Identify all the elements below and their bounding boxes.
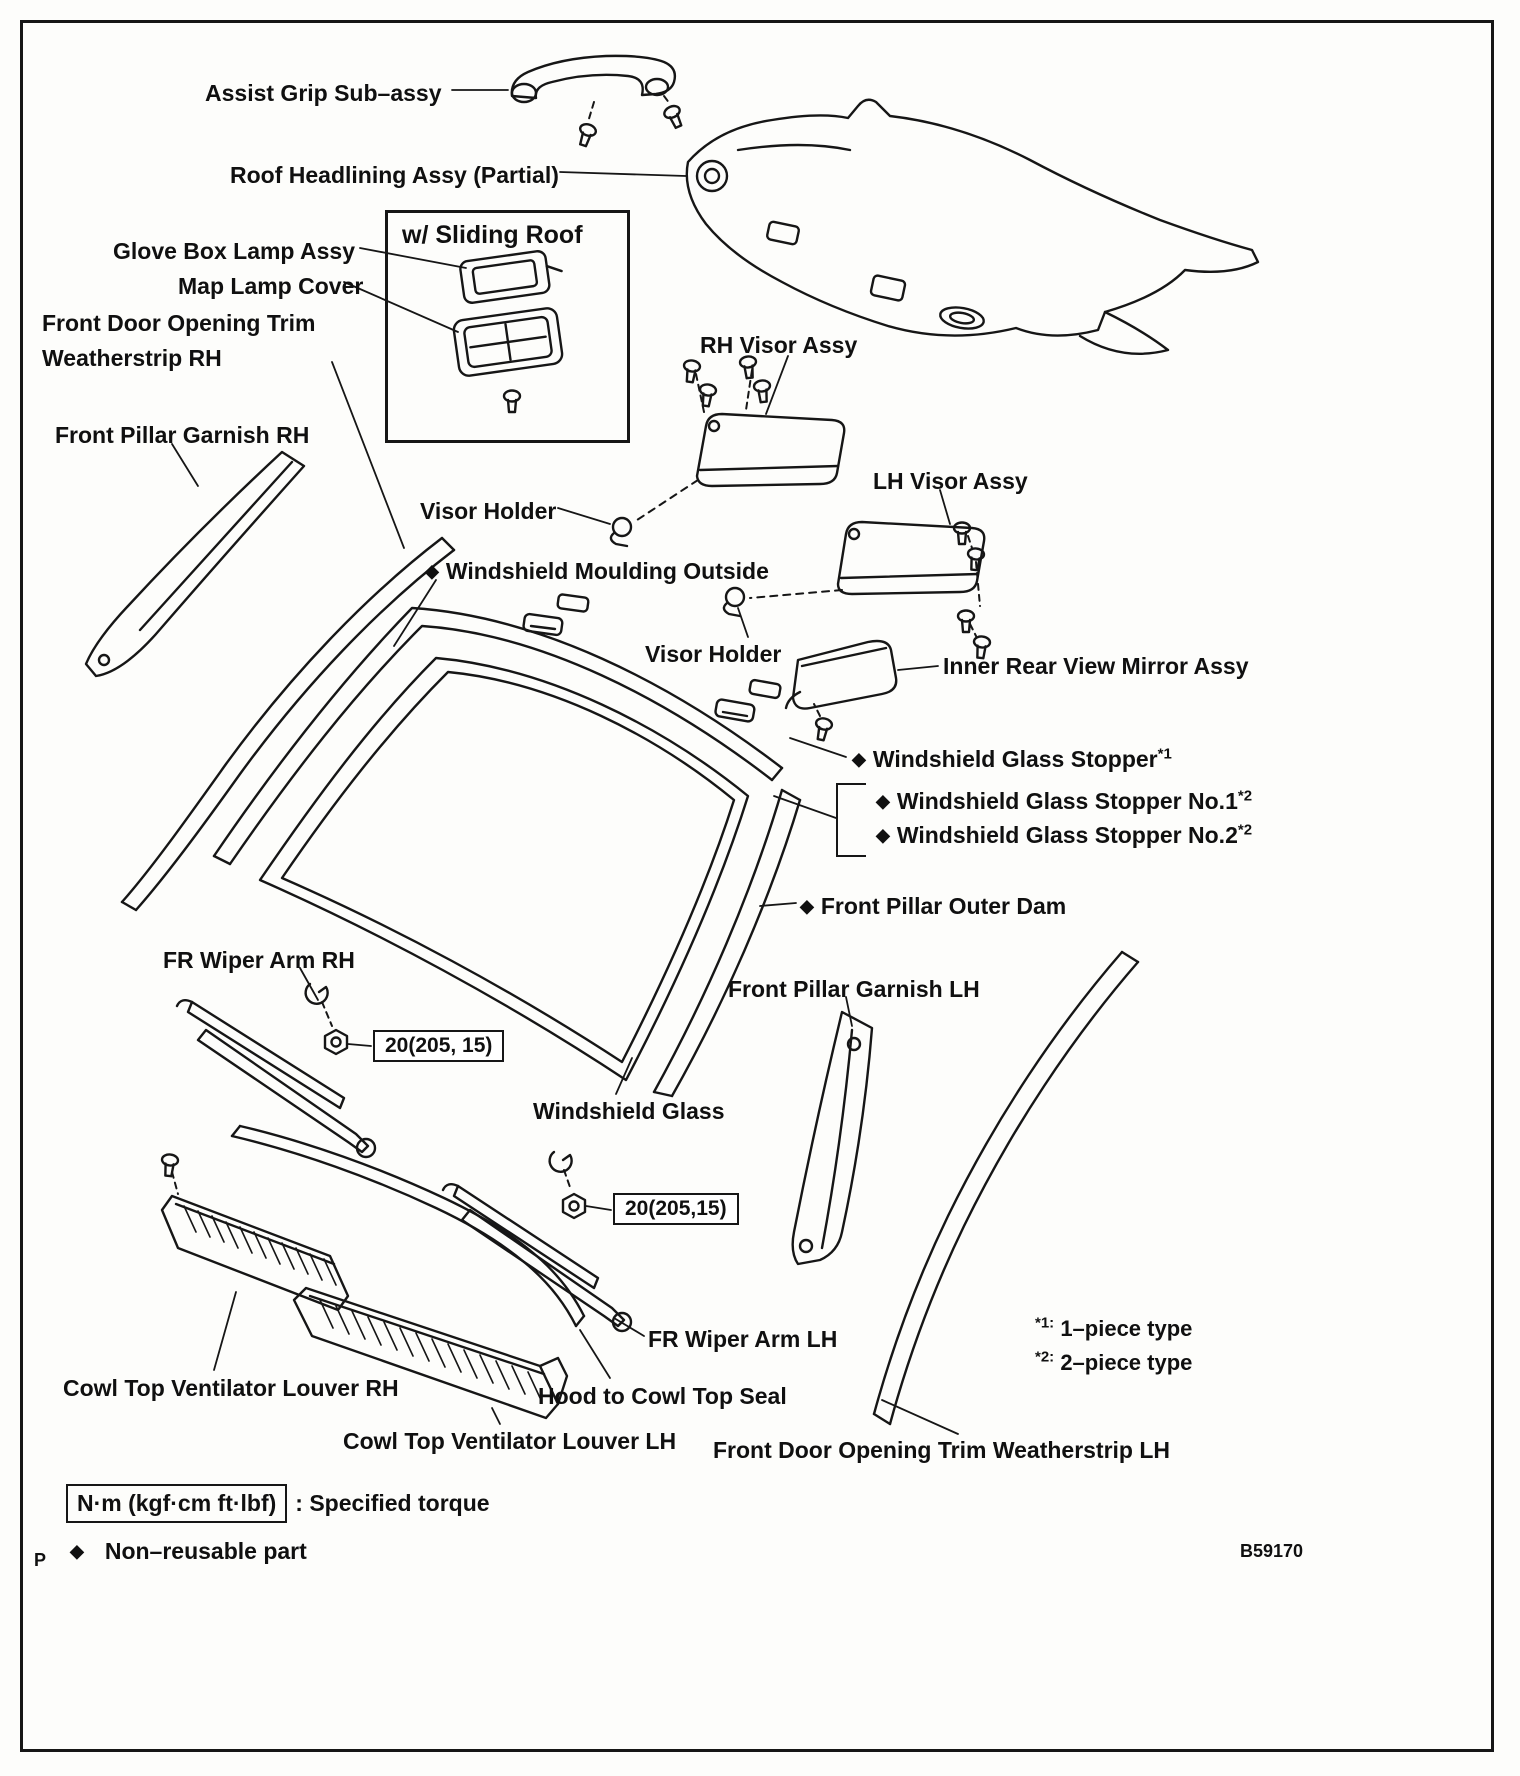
label-text-line2: Weatherstrip RH xyxy=(42,344,222,371)
label-text: FR Wiper Arm RH xyxy=(163,947,355,973)
label-map-lamp-cover xyxy=(178,269,363,304)
stopper-group-bracket xyxy=(836,783,866,857)
hood-seal-art xyxy=(232,1126,584,1326)
footnote-marker: *2 xyxy=(1237,787,1253,805)
label-visor-holder-bottom xyxy=(645,637,781,672)
label-text: Windshield Glass Stopper No.1 xyxy=(896,788,1238,814)
label-front-pillar-garnish-lh xyxy=(728,972,980,1007)
assist-grip-art xyxy=(512,56,686,148)
footnote-1 xyxy=(1035,1312,1192,1345)
non-reusable-diamond-icon: ◆ xyxy=(70,1541,84,1561)
label-text-line1: Front Door Opening Trim xyxy=(42,310,316,336)
label-text: Windshield Moulding Outside xyxy=(445,558,769,584)
label-visor-holder-top xyxy=(420,494,556,529)
label-text: Inner Rear View Mirror Assy xyxy=(943,653,1249,679)
roof-headlining-art xyxy=(687,100,1258,354)
label-hood-to-cowl-seal xyxy=(538,1379,787,1414)
footnote-marker: *1 xyxy=(1157,745,1172,763)
label-text: Front Door Opening Trim Weatherstrip LH xyxy=(713,1437,1171,1463)
label-text: Roof Headlining Assy (Partial) xyxy=(230,162,559,188)
label-front-door-trim-lh xyxy=(713,1433,1170,1468)
visor-holder-art-bottom xyxy=(724,588,744,616)
label-roof-headlining xyxy=(230,158,559,193)
legend-nonreusable-text: Non–reusable part xyxy=(104,1538,307,1564)
label-text: Windshield Glass Stopper xyxy=(872,746,1158,772)
wiper-lh-art xyxy=(443,1152,631,1331)
label-fr-wiper-arm-lh xyxy=(648,1322,837,1357)
windshield-glass-art xyxy=(260,658,748,1080)
label-text: Visor Holder xyxy=(645,641,782,667)
label-cowl-louver-rh xyxy=(63,1371,399,1406)
label-fr-wiper-arm-rh xyxy=(163,943,355,978)
footnote-2 xyxy=(1035,1346,1192,1379)
rh-visor-art xyxy=(634,356,844,522)
label-text: Front Pillar Garnish RH xyxy=(55,422,310,448)
label-text: Map Lamp Cover xyxy=(178,273,364,299)
label-text: Visor Holder xyxy=(420,498,557,524)
wiper-rh-art xyxy=(177,984,375,1157)
mirror-art xyxy=(786,641,896,741)
label-text: Assist Grip Sub–assy xyxy=(205,80,442,106)
label-windshield-glass xyxy=(533,1094,725,1129)
label-glass-stopper-no2 xyxy=(876,818,1252,853)
label-glass-stopper xyxy=(852,742,1172,777)
torque-callout-rh: 20(205, 15) xyxy=(373,1030,504,1062)
label-text: Windshield Glass Stopper No.2 xyxy=(896,822,1238,848)
legend-nonreusable xyxy=(70,1534,307,1569)
non-reusable-diamond-icon: ◆ xyxy=(876,791,890,811)
non-reusable-diamond-icon: ◆ xyxy=(876,825,890,845)
label-text: Front Pillar Outer Dam xyxy=(820,893,1067,919)
label-text: Front Pillar Garnish LH xyxy=(728,976,980,1002)
page-letter: P xyxy=(34,1550,47,1570)
label-front-door-trim-rh xyxy=(42,306,315,375)
label-windshield-moulding xyxy=(425,554,769,589)
footnote-text: 1–piece type xyxy=(1060,1316,1193,1341)
label-rh-visor xyxy=(700,328,857,363)
label-text: RH Visor Assy xyxy=(700,332,858,358)
legend-torque xyxy=(66,1484,490,1523)
torque-unit-box: N·m (kgf·cm ft·lbf) xyxy=(66,1484,287,1523)
label-glove-box-lamp xyxy=(113,234,355,269)
figure-code: B59170 xyxy=(1240,1541,1304,1561)
label-text: Hood to Cowl Top Seal xyxy=(538,1383,787,1409)
label-lh-visor xyxy=(873,464,1028,499)
lh-visor-art xyxy=(750,522,991,659)
label-text: Cowl Top Ventilator Louver LH xyxy=(343,1428,677,1454)
footnote-text: 2–piece type xyxy=(1060,1350,1193,1375)
footnote-marker: *1: xyxy=(1035,1314,1055,1332)
pillar-garnish-lh-art xyxy=(793,1012,872,1264)
footnote-marker: *2 xyxy=(1237,821,1253,839)
non-reusable-diamond-icon: ◆ xyxy=(425,561,439,581)
pillar-garnish-rh-art xyxy=(86,452,304,676)
visor-holder-art-top xyxy=(611,518,631,546)
label-cowl-louver-lh xyxy=(343,1424,676,1459)
cowl-louver-rh-art xyxy=(160,1154,348,1310)
non-reusable-diamond-icon: ◆ xyxy=(852,749,866,769)
label-front-pillar-outer-dam xyxy=(800,889,1066,924)
torque-callout-lh: 20(205,15) xyxy=(613,1193,739,1225)
sliding-roof-inset-box xyxy=(385,210,630,443)
label-assist-grip xyxy=(205,76,442,111)
label-text: Cowl Top Ventilator Louver RH xyxy=(63,1375,399,1401)
label-text: FR Wiper Arm LH xyxy=(648,1326,838,1352)
label-inner-mirror xyxy=(943,649,1249,684)
non-reusable-diamond-icon: ◆ xyxy=(800,896,814,916)
label-text: Glove Box Lamp Assy xyxy=(113,238,356,264)
label-glass-stopper-no1 xyxy=(876,784,1252,819)
label-text: LH Visor Assy xyxy=(873,468,1028,494)
front-pillar-outer-dam-art xyxy=(654,790,800,1096)
label-text: Windshield Glass xyxy=(533,1098,725,1124)
footnote-marker: *2: xyxy=(1035,1348,1055,1366)
legend-torque-desc: : Specified torque xyxy=(295,1490,490,1516)
label-front-pillar-garnish-rh xyxy=(55,418,309,453)
inset-title: w/ Sliding Roof xyxy=(402,221,583,249)
